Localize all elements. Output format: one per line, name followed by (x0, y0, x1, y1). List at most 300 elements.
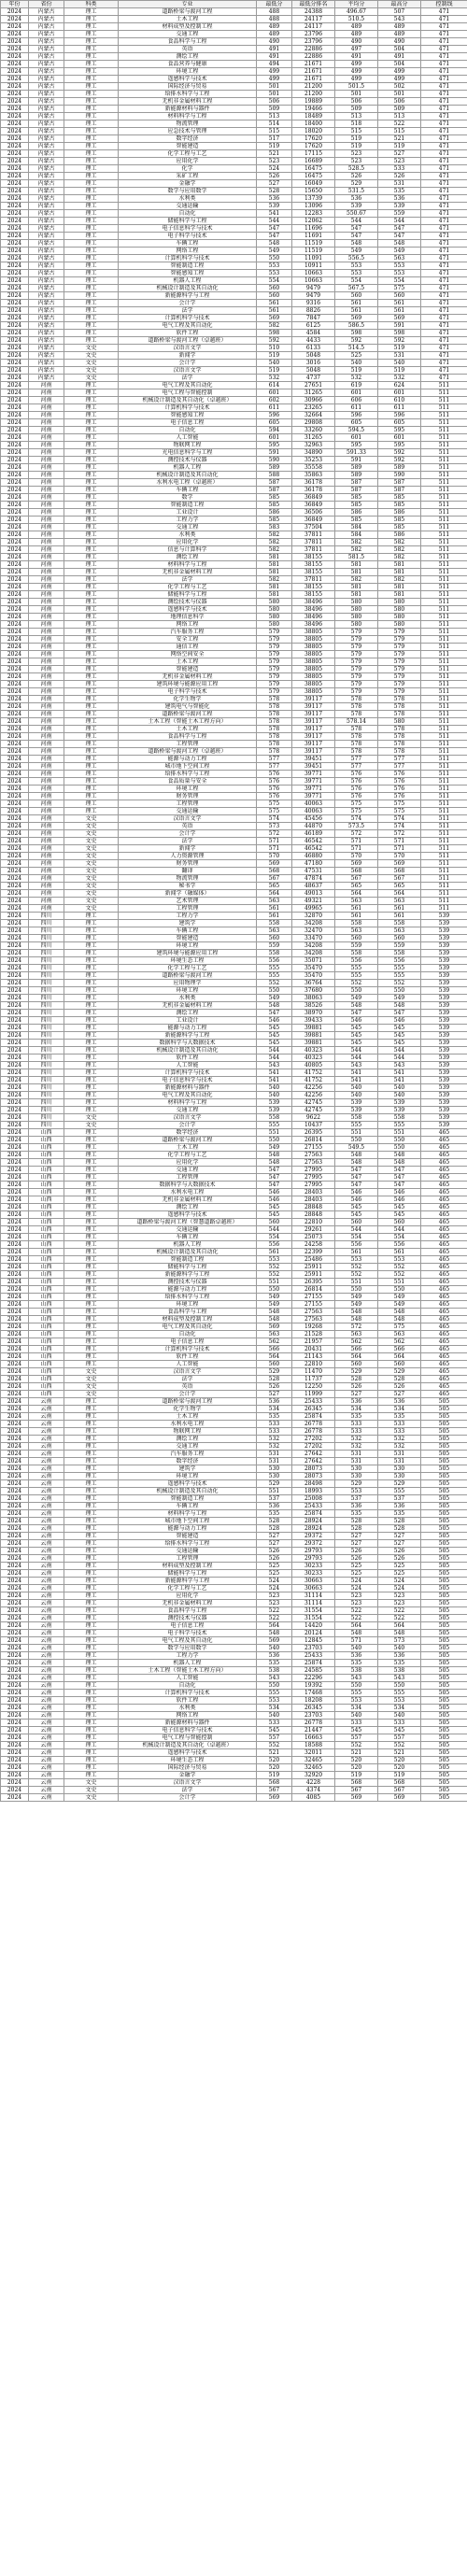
cell-category: 理工 (64, 1226, 119, 1234)
table-row (1, 621, 467, 629)
cell-control-line: 511 (421, 644, 467, 651)
cell-category: 理工 (64, 449, 119, 457)
cell-avg-score: 548 (335, 1316, 378, 1323)
header-major: 专业 (119, 1, 257, 8)
cell-province: 河南 (29, 726, 64, 733)
cell-min-score: 561 (257, 307, 292, 315)
cell-min-rank: 4584 (292, 330, 335, 337)
cell-category: 理工 (64, 1518, 119, 1525)
cell-max-score: 572 (378, 830, 421, 838)
cell-avg-score: 497 (335, 46, 378, 53)
cell-min-score: 561 (257, 1249, 292, 1256)
cell-province: 河南 (29, 636, 64, 644)
cell-max-score: 624 (378, 382, 421, 389)
cell-category: 理工 (64, 741, 119, 748)
cell-min-score: 582 (257, 546, 292, 554)
cell-year: 2024 (1, 1413, 29, 1421)
cell-min-score: 605 (257, 419, 292, 427)
cell-max-score: 548 (378, 1159, 421, 1167)
cell-category: 理工 (64, 83, 119, 91)
cell-min-rank: 28073 (292, 1473, 335, 1480)
cell-year: 2024 (1, 1226, 29, 1234)
table-row (1, 524, 467, 531)
cell-province: 山西 (29, 1353, 64, 1361)
cell-major: 新能源科学与工程 (119, 1032, 257, 1040)
cell-category: 理工 (64, 98, 119, 106)
cell-avg-score: 515 (335, 128, 378, 135)
cell-major: 法学 (119, 838, 257, 845)
cell-avg-score: 567 (335, 1787, 378, 1794)
cell-province: 河南 (29, 487, 64, 494)
cell-min-rank: 25874 (292, 1413, 335, 1421)
cell-province: 山西 (29, 1376, 64, 1383)
cell-major: 计算机科学与技术 (119, 255, 257, 262)
cell-min-rank: 36849 (292, 517, 335, 524)
cell-category: 理工 (64, 688, 119, 696)
cell-year: 2024 (1, 733, 29, 741)
cell-min-rank: 37811 (292, 531, 335, 539)
cell-category: 理工 (64, 1772, 119, 1779)
cell-province: 内蒙古 (29, 322, 64, 330)
cell-category: 理工 (64, 927, 119, 935)
cell-category: 理工 (64, 1084, 119, 1092)
cell-max-score: 554 (378, 1234, 421, 1241)
cell-category: 理工 (64, 1129, 119, 1137)
cell-province: 河南 (29, 771, 64, 778)
cell-year: 2024 (1, 91, 29, 98)
cell-min-rank: 26814 (292, 1286, 335, 1294)
cell-major: 会计学 (119, 1794, 257, 1802)
table-row (1, 173, 467, 180)
cell-major: 测绘工程 (119, 1436, 257, 1443)
cell-province: 河南 (29, 397, 64, 404)
cell-avg-score: 586 (335, 509, 378, 517)
cell-max-score: 489 (378, 31, 421, 38)
table-row (1, 61, 467, 68)
cell-max-score: 549 (378, 1301, 421, 1309)
cell-min-rank: 39117 (292, 696, 335, 703)
cell-major: 法学 (119, 1787, 257, 1794)
cell-avg-score: 501.5 (335, 83, 378, 91)
cell-major: 采矿工程 (119, 173, 257, 180)
cell-min-rank: 17620 (292, 143, 335, 150)
cell-category: 理工 (64, 487, 119, 494)
cell-max-score: 576 (378, 786, 421, 793)
cell-year: 2024 (1, 76, 29, 83)
cell-major: 人工智能 (119, 1361, 257, 1368)
cell-major: 道路桥梁与渡河工程 (119, 972, 257, 980)
cell-year: 2024 (1, 1563, 29, 1570)
cell-control-line: 465 (421, 1271, 467, 1279)
cell-max-score: 555 (378, 1690, 421, 1697)
cell-min-score: 570 (257, 853, 292, 860)
table-row (1, 1301, 467, 1309)
cell-category: 理工 (64, 337, 119, 345)
cell-min-score: 548 (257, 1152, 292, 1159)
cell-year: 2024 (1, 1376, 29, 1383)
cell-province: 云南 (29, 1495, 64, 1503)
cell-major: 国际经济与贸易 (119, 1764, 257, 1772)
cell-control-line: 511 (421, 658, 467, 666)
cell-max-score: 576 (378, 793, 421, 800)
cell-min-score: 579 (257, 644, 292, 651)
table-row (1, 1585, 467, 1592)
cell-min-score: 568 (257, 868, 292, 875)
cell-min-score: 562 (257, 1338, 292, 1346)
cell-avg-score: 572 (335, 1323, 378, 1331)
cell-max-score: 598 (378, 330, 421, 337)
cell-province: 云南 (29, 1652, 64, 1660)
cell-major: 土木工程 (119, 16, 257, 23)
cell-province: 内蒙古 (29, 83, 64, 91)
cell-min-rank: 38155 (292, 584, 335, 591)
table-row (1, 1578, 467, 1585)
cell-category: 理工 (64, 1294, 119, 1301)
cell-max-score: 577 (378, 756, 421, 763)
cell-min-rank: 37504 (292, 524, 335, 531)
cell-major: 遥感科学与技术 (119, 1749, 257, 1757)
cell-province: 内蒙古 (29, 218, 64, 225)
cell-min-rank: 27155 (292, 1294, 335, 1301)
cell-category: 理工 (64, 1443, 119, 1451)
cell-avg-score: 560 (335, 292, 378, 300)
cell-category: 理工 (64, 1353, 119, 1361)
cell-max-score: 548 (378, 1152, 421, 1159)
cell-year: 2024 (1, 203, 29, 210)
cell-major: 电子科学与技术 (119, 688, 257, 696)
cell-control-line: 511 (421, 771, 467, 778)
cell-year: 2024 (1, 277, 29, 285)
cell-max-score: 548 (378, 1309, 421, 1316)
cell-year: 2024 (1, 1129, 29, 1137)
cell-avg-score: 578 (335, 733, 378, 741)
cell-category: 文史 (64, 1376, 119, 1383)
cell-province: 云南 (29, 1705, 64, 1712)
cell-max-score: 532 (378, 1436, 421, 1443)
cell-min-score: 582 (257, 531, 292, 539)
cell-control-line: 511 (421, 860, 467, 868)
cell-min-score: 582 (257, 539, 292, 546)
cell-avg-score: 594.5 (335, 427, 378, 434)
cell-max-score: 523 (378, 158, 421, 165)
cell-avg-score: 533 (335, 1421, 378, 1428)
cell-province: 内蒙古 (29, 135, 64, 143)
cell-control-line: 511 (421, 778, 467, 786)
cell-category: 理工 (64, 696, 119, 703)
cell-category: 理工 (64, 307, 119, 315)
cell-province: 内蒙古 (29, 106, 64, 113)
table-row (1, 1473, 467, 1480)
cell-category: 理工 (64, 1637, 119, 1645)
cell-year: 2024 (1, 524, 29, 531)
cell-year: 2024 (1, 1585, 29, 1592)
cell-year: 2024 (1, 8, 29, 16)
cell-control-line: 505 (421, 1622, 467, 1630)
cell-province: 四川 (29, 1114, 64, 1122)
cell-min-rank: 37811 (292, 539, 335, 546)
cell-max-score: 576 (378, 771, 421, 778)
cell-control-line: 505 (421, 1652, 467, 1660)
cell-control-line: 511 (421, 793, 467, 800)
cell-year: 2024 (1, 1211, 29, 1219)
cell-category: 理工 (64, 1331, 119, 1338)
cell-max-score: 530 (378, 1465, 421, 1473)
cell-min-score: 578 (257, 718, 292, 726)
cell-avg-score: 546 (335, 1196, 378, 1204)
cell-avg-score: 587 (335, 487, 378, 494)
cell-avg-score: 555 (335, 965, 378, 972)
cell-max-score: 555 (378, 1488, 421, 1495)
cell-min-score: 529 (257, 1368, 292, 1376)
cell-avg-score: 534 (335, 1406, 378, 1413)
cell-year: 2024 (1, 786, 29, 793)
cell-category: 理工 (64, 651, 119, 658)
cell-min-rank: 40323 (292, 1054, 335, 1062)
cell-min-rank: 28073 (292, 1465, 335, 1473)
table-row (1, 1555, 467, 1563)
cell-major: 电子科学与技术 (119, 1630, 257, 1637)
table-row (1, 666, 467, 673)
cell-major: 电子信息工程 (119, 1338, 257, 1346)
cell-avg-score: 539 (335, 1099, 378, 1107)
cell-province: 河南 (29, 860, 64, 868)
cell-year: 2024 (1, 703, 29, 711)
cell-min-rank: 47180 (292, 860, 335, 868)
cell-year: 2024 (1, 621, 29, 629)
cell-max-score: 595 (378, 427, 421, 434)
cell-province: 云南 (29, 1772, 64, 1779)
cell-major: 水利类 (119, 995, 257, 1002)
cell-min-rank: 27642 (292, 1451, 335, 1458)
table-row (1, 756, 467, 763)
cell-control-line: 471 (421, 270, 467, 277)
cell-max-score: 533 (378, 1720, 421, 1727)
cell-category: 理工 (64, 763, 119, 771)
cell-major: 英语 (119, 823, 257, 830)
cell-year: 2024 (1, 1032, 29, 1040)
cell-major: 汉语言文学 (119, 1368, 257, 1376)
cell-min-rank: 16663 (292, 1734, 335, 1742)
cell-category: 理工 (64, 23, 119, 31)
cell-max-score: 579 (378, 681, 421, 688)
cell-min-rank: 11519 (292, 240, 335, 248)
cell-major: 英语 (119, 1383, 257, 1391)
cell-province: 山西 (29, 1129, 64, 1137)
cell-control-line: 465 (421, 1219, 467, 1226)
cell-max-score: 520 (378, 1764, 421, 1772)
cell-province: 山西 (29, 1189, 64, 1196)
cell-category: 文史 (64, 883, 119, 890)
table-row (1, 292, 467, 300)
table-row (1, 905, 467, 913)
cell-avg-score: 536 (335, 1398, 378, 1406)
cell-province: 内蒙古 (29, 8, 64, 16)
cell-province: 云南 (29, 1406, 64, 1413)
cell-min-rank: 25486 (292, 1256, 335, 1264)
cell-category: 理工 (64, 46, 119, 53)
table-row (1, 464, 467, 472)
table-row (1, 1570, 467, 1578)
cell-province: 四川 (29, 1107, 64, 1114)
cell-control-line: 511 (421, 382, 467, 389)
cell-major: 交通工程 (119, 1167, 257, 1174)
cell-year: 2024 (1, 1196, 29, 1204)
cell-max-score: 553 (378, 1697, 421, 1705)
cell-control-line: 511 (421, 561, 467, 569)
cell-min-rank: 7847 (292, 315, 335, 322)
cell-max-score: 536 (378, 1398, 421, 1406)
cell-major: 车辆工程 (119, 1503, 257, 1510)
cell-major: 机器人工程 (119, 1241, 257, 1249)
cell-max-score: 550 (378, 1682, 421, 1690)
table-row (1, 890, 467, 898)
table-row (1, 233, 467, 240)
cell-province: 山西 (29, 1264, 64, 1271)
cell-year: 2024 (1, 464, 29, 472)
cell-avg-score: 548 (335, 1309, 378, 1316)
cell-province: 云南 (29, 1734, 64, 1742)
cell-min-score: 547 (257, 1010, 292, 1017)
cell-major: 法学 (119, 307, 257, 315)
cell-category: 理工 (64, 599, 119, 606)
cell-min-rank: 13096 (292, 203, 335, 210)
cell-year: 2024 (1, 1742, 29, 1749)
cell-province: 内蒙古 (29, 46, 64, 53)
cell-year: 2024 (1, 838, 29, 845)
cell-province: 内蒙古 (29, 61, 64, 68)
cell-control-line: 471 (421, 38, 467, 46)
cell-major: 金融学 (119, 180, 257, 188)
cell-province: 河南 (29, 546, 64, 554)
cell-year: 2024 (1, 554, 29, 561)
cell-min-score: 559 (257, 942, 292, 950)
cell-min-rank: 3016 (292, 360, 335, 367)
cell-min-rank: 47531 (292, 868, 335, 875)
cell-control-line: 539 (421, 1077, 467, 1084)
cell-category: 理工 (64, 240, 119, 248)
cell-province: 云南 (29, 1570, 64, 1578)
cell-province: 内蒙古 (29, 375, 64, 382)
cell-province: 云南 (29, 1503, 64, 1510)
cell-avg-score: 501 (335, 91, 378, 98)
cell-min-rank: 15650 (292, 188, 335, 195)
cell-min-score: 525 (257, 1570, 292, 1578)
cell-min-rank: 25911 (292, 1264, 335, 1271)
table-row (1, 748, 467, 756)
cell-avg-score: 528.5 (335, 165, 378, 173)
cell-avg-score: 529 (335, 1368, 378, 1376)
cell-major: 交通运输 (119, 203, 257, 210)
table-row (1, 1025, 467, 1032)
cell-major: 数字经济 (119, 135, 257, 143)
cell-min-rank: 22886 (292, 53, 335, 61)
table-row (1, 1017, 467, 1025)
cell-category: 理工 (64, 673, 119, 681)
cell-max-score: 531 (378, 1458, 421, 1465)
cell-avg-score: 496.67 (335, 8, 378, 16)
cell-control-line: 511 (421, 808, 467, 815)
cell-min-score: 579 (257, 636, 292, 644)
cell-min-score: 533 (257, 1428, 292, 1436)
cell-province: 山西 (29, 1271, 64, 1279)
cell-province: 内蒙古 (29, 352, 64, 360)
cell-max-score: 531 (378, 1451, 421, 1458)
cell-min-rank: 29372 (292, 1533, 335, 1540)
cell-min-rank: 10663 (292, 270, 335, 277)
cell-avg-score: 536 (335, 195, 378, 203)
cell-category: 理工 (64, 1047, 119, 1054)
cell-province: 河南 (29, 845, 64, 853)
cell-control-line: 471 (421, 68, 467, 76)
cell-year: 2024 (1, 1533, 29, 1540)
cell-control-line: 471 (421, 203, 467, 210)
cell-year: 2024 (1, 800, 29, 808)
cell-major: 测绘工程 (119, 1010, 257, 1017)
cell-max-score: 585 (378, 502, 421, 509)
cell-year: 2024 (1, 1316, 29, 1323)
cell-province: 河南 (29, 614, 64, 621)
cell-control-line: 465 (421, 1167, 467, 1174)
cell-min-score: 552 (257, 1264, 292, 1271)
cell-major: 物流管理 (119, 120, 257, 128)
cell-category: 理工 (64, 262, 119, 270)
cell-province: 河南 (29, 434, 64, 442)
cell-major: 道路桥梁与渡河工程 (119, 1398, 257, 1406)
cell-avg-score: 576 (335, 793, 378, 800)
cell-year: 2024 (1, 1092, 29, 1099)
cell-category: 理工 (64, 248, 119, 255)
cell-avg-score: 552 (335, 1264, 378, 1271)
cell-category: 理工 (64, 1720, 119, 1727)
cell-year: 2024 (1, 950, 29, 957)
cell-min-rank: 31554 (292, 1607, 335, 1615)
cell-avg-score: 568 (335, 1779, 378, 1787)
cell-control-line: 471 (421, 315, 467, 322)
cell-avg-score: 523 (335, 150, 378, 158)
cell-max-score: 525 (378, 1570, 421, 1578)
cell-avg-score: 547 (335, 1010, 378, 1017)
cell-max-score: 524 (378, 1578, 421, 1585)
cell-major: 软件工程 (119, 330, 257, 337)
cell-province: 山西 (29, 1196, 64, 1204)
cell-category: 文史 (64, 360, 119, 367)
table-row (1, 8, 467, 16)
table-row (1, 1294, 467, 1301)
table-row (1, 375, 467, 382)
cell-year: 2024 (1, 658, 29, 666)
cell-category: 理工 (64, 666, 119, 673)
cell-min-score: 564 (257, 1353, 292, 1361)
cell-control-line: 511 (421, 905, 467, 913)
cell-year: 2024 (1, 920, 29, 927)
cell-major: 储能科学与工程 (119, 218, 257, 225)
cell-province: 河南 (29, 666, 64, 673)
cell-avg-score: 550 (335, 1286, 378, 1294)
cell-control-line: 511 (421, 733, 467, 741)
cell-max-score: 521 (378, 1749, 421, 1757)
cell-province: 四川 (29, 1069, 64, 1077)
cell-province: 内蒙古 (29, 225, 64, 233)
cell-year: 2024 (1, 352, 29, 360)
cell-avg-score: 491 (335, 53, 378, 61)
cell-major: 计算机科学与技术 (119, 1346, 257, 1353)
cell-max-score: 549 (378, 1294, 421, 1301)
cell-control-line: 465 (421, 1279, 467, 1286)
cell-category: 理工 (64, 1473, 119, 1480)
cell-max-score: 519 (378, 1772, 421, 1779)
cell-major: 建筑环境与能源应用工程 (119, 681, 257, 688)
cell-control-line: 511 (421, 815, 467, 823)
